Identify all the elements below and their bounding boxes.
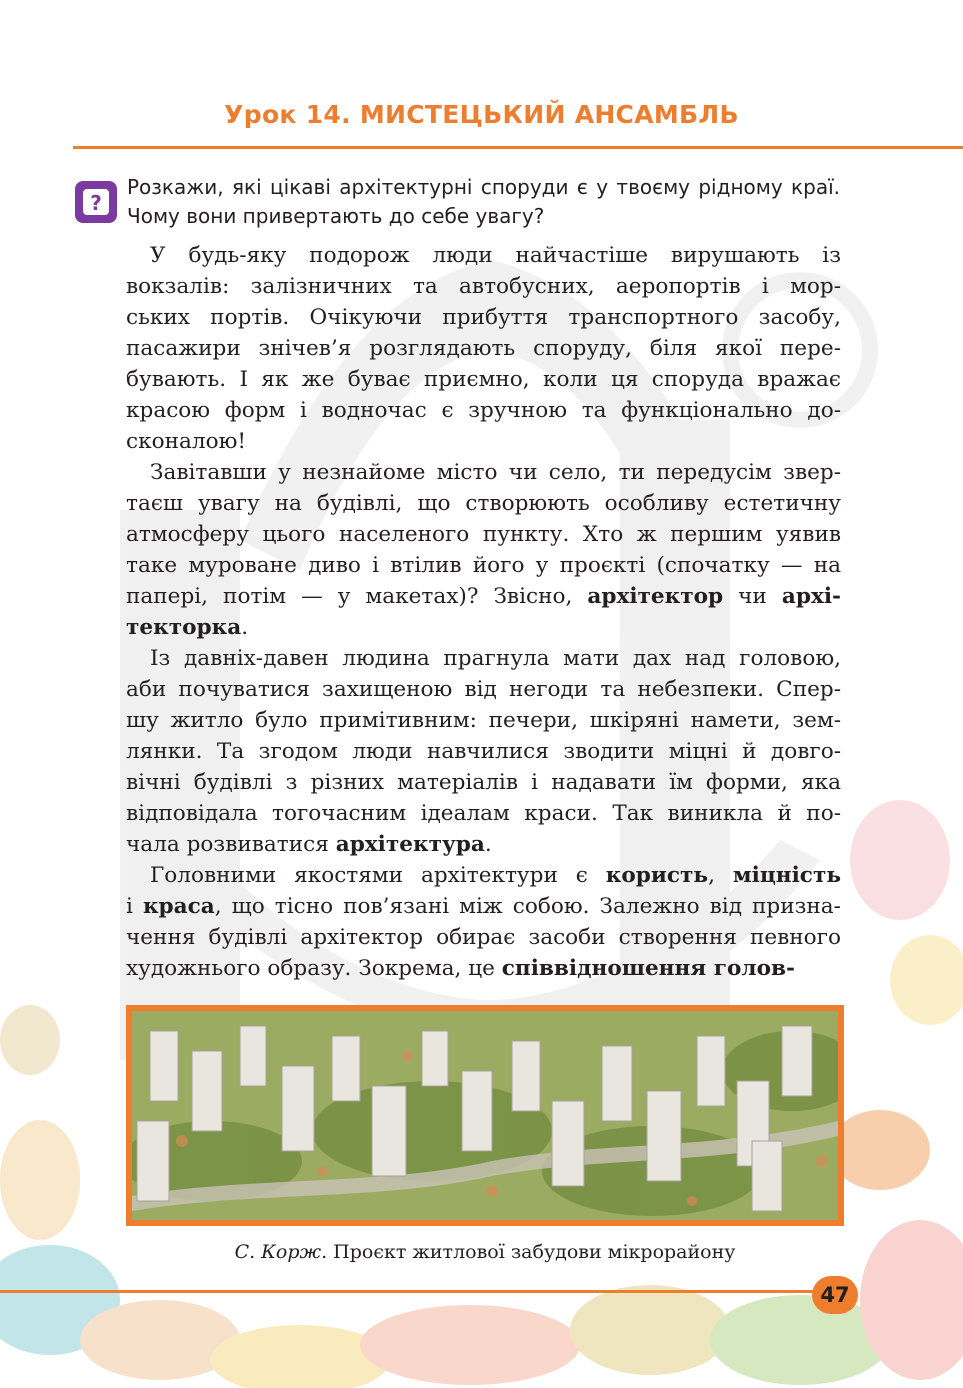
text-line <box>126 271 841 302</box>
text-line <box>126 612 841 643</box>
text-run: , що тісно пов’язані між собою. Залежно від призна- <box>214 894 841 919</box>
text-line <box>126 860 841 891</box>
bold-term: текторка <box>126 615 242 640</box>
bold-term: архі- <box>781 584 841 609</box>
text-run: бувають. І як же буває приємно, коли ця споруда вражає <box>126 367 841 392</box>
text-run: папері, потім — у макетах)? Звісно, <box>126 584 588 609</box>
housing-project-illustration <box>132 1011 838 1220</box>
bold-term: користь <box>605 863 709 888</box>
caption-author: С. Корж. <box>234 1241 328 1263</box>
text-run: відповідала тогочасним ідеалам краси. Так виникла й по- <box>126 801 841 826</box>
text-line <box>126 488 841 519</box>
text-run: чи <box>723 584 782 609</box>
discussion-question: Розкажи, які цікаві архітектурні споруди є у твоєму рідному краї. Чому вони привертають до себе увагу? <box>127 175 840 228</box>
text-line <box>126 674 841 705</box>
text-line <box>126 457 841 488</box>
bold-term: краса <box>142 894 215 919</box>
page-number: 47 <box>812 1276 858 1314</box>
text-run: . <box>241 615 249 640</box>
text-line <box>126 643 841 674</box>
lesson-title: Урок 14. МИСТЕЦЬКИЙ АНСАМБЛЬ <box>224 100 739 129</box>
text-line <box>126 550 841 581</box>
text-run: сконалою! <box>126 429 247 454</box>
text-line <box>126 829 841 860</box>
text-run: таке муроване диво і втілив його у проєкті (спочатку — на <box>126 553 841 578</box>
footer-divider <box>0 1290 820 1293</box>
text-run: ських портів. Очікуючи прибуття транспортного засобу, <box>126 305 841 330</box>
text-run: Із давніх-давен людина прагнула мати дах над головою, <box>150 646 841 671</box>
text-run: художнього образу. Зокрема, це <box>126 956 502 981</box>
text-line <box>126 891 841 922</box>
text-line <box>126 705 841 736</box>
text-run: вокзалів: залізничних та автобусних, аеропортів і мор- <box>126 274 841 299</box>
text-run: чення будівлі архітектор обирає засоби створення певного <box>126 925 841 950</box>
lesson-body-text <box>126 240 841 984</box>
text-run: Головними якостями архітектури є <box>150 863 606 888</box>
text-line <box>126 302 841 333</box>
text-line <box>126 240 841 271</box>
question-mark-icon <box>75 181 117 223</box>
text-run: Завітавши у незнайоме місто чи село, ти передусім звер- <box>150 460 841 485</box>
text-line <box>126 581 841 612</box>
text-line <box>126 364 841 395</box>
text-line <box>126 395 841 426</box>
title-divider <box>73 146 963 149</box>
bold-term: архітектор <box>587 584 724 609</box>
text-run: аби почуватися захищеною від негоди та небезпеки. Спер- <box>126 677 841 702</box>
bold-term: співвідношення голов- <box>501 956 795 981</box>
text-line <box>126 736 841 767</box>
text-run: таєш увагу на будівлі, що створюють особливу естетичну <box>126 491 841 516</box>
text-line <box>126 519 841 550</box>
text-run: , <box>708 863 733 888</box>
text-line <box>126 798 841 829</box>
text-line <box>126 767 841 798</box>
text-run: вічні будівлі з різних матеріалів і надавати їм форми, яка <box>126 770 841 795</box>
figure-caption <box>126 1239 844 1269</box>
text-run: шу житло було примітивним: печери, шкіряні намети, зем- <box>126 708 841 733</box>
bold-term: міцність <box>732 863 841 888</box>
text-line <box>126 922 841 953</box>
text-line <box>126 426 841 457</box>
text-line <box>126 333 841 364</box>
text-run: У будь-яку подорож люди найчастіше вирушають із <box>150 243 841 268</box>
text-run: красою форм і водночас є зручною та функціонально до- <box>126 398 841 423</box>
text-run: . <box>484 832 492 857</box>
text-run: лянки. Та згодом люди навчилися зводити міцні й довго- <box>126 739 841 764</box>
bold-term: архітектура <box>335 832 485 857</box>
figure-frame <box>126 1005 844 1226</box>
text-line <box>126 953 841 984</box>
text-run: пасажири знічев’я розглядають споруду, біля якої пере- <box>126 336 841 361</box>
text-run: і <box>126 894 143 919</box>
text-run: атмосферу цього населеного пункту. Хто ж першим уявив <box>126 522 841 547</box>
caption-text: Проєкт житлової забудови мікрорайону <box>333 1241 736 1263</box>
text-run: чала розвиватися <box>126 832 336 857</box>
svg-text:?: ? <box>90 191 102 215</box>
